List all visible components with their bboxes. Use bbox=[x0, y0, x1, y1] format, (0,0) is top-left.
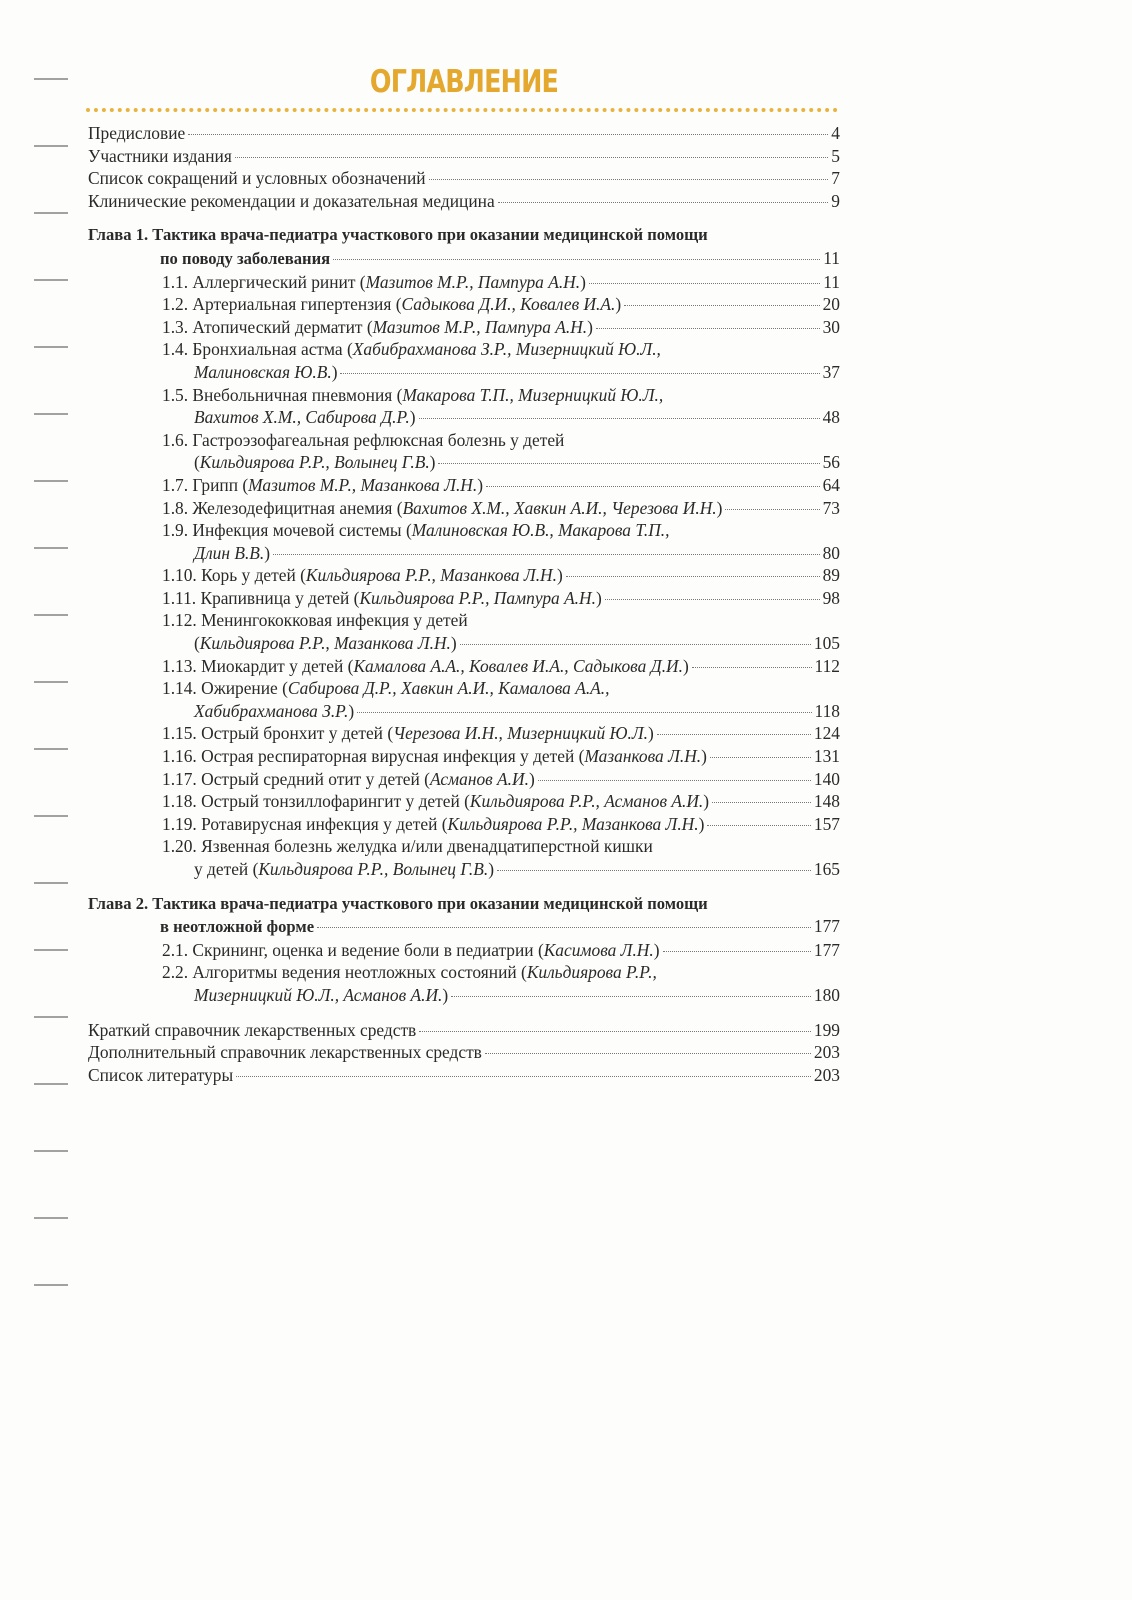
section-authors: Кильдиярова Р.Р., bbox=[526, 962, 657, 983]
page-number: 203 bbox=[813, 1064, 840, 1085]
section-authors: Хабибрахманова З.Р. bbox=[194, 700, 349, 721]
section-line-2 bbox=[162, 858, 840, 881]
chapter-heading-cont: в неотложной форме bbox=[160, 917, 315, 937]
page-number: 180 bbox=[813, 984, 840, 1005]
section-line-1 bbox=[162, 384, 840, 407]
entry-label: Участники издания bbox=[88, 145, 232, 166]
toc-entry[interactable] bbox=[88, 1064, 840, 1087]
section-row bbox=[162, 271, 840, 294]
section-row bbox=[162, 564, 840, 587]
section-authors: Кильдиярова Р.Р., Мазанкова Л.Н. bbox=[305, 565, 557, 586]
page-number: 11 bbox=[823, 271, 840, 292]
close-paren: ) bbox=[429, 452, 436, 473]
close-paren: ) bbox=[556, 565, 563, 586]
section-label bbox=[194, 361, 337, 384]
chapter-1[interactable] bbox=[88, 224, 840, 270]
section-line-1 bbox=[162, 338, 840, 361]
dot-leader bbox=[486, 486, 820, 487]
toc-entry[interactable] bbox=[88, 190, 840, 213]
section-title: 1.13. Миокардит у детей ( bbox=[162, 655, 354, 676]
close-paren: ) bbox=[716, 497, 723, 518]
toc-section[interactable] bbox=[88, 293, 840, 316]
section-title: 1.16. Острая респираторная вирусная инфекция у детей ( bbox=[162, 746, 585, 767]
section-row bbox=[162, 813, 840, 836]
section-title: 2.2. Алгоритмы ведения неотложных состояний ( bbox=[162, 962, 527, 983]
toc-section[interactable] bbox=[88, 429, 840, 474]
section-title: 1.14. Ожирение ( bbox=[162, 678, 288, 699]
section-authors: Хабибрахманова З.Р., Мизерницкий Ю.Л., bbox=[352, 339, 661, 360]
chapter-heading-cont: по поводу заболевания bbox=[160, 248, 331, 268]
page-number: 9 bbox=[831, 190, 840, 211]
section-authors: Сабирова Д.Р., Хавкин А.И., Камалова А.А., bbox=[287, 678, 610, 699]
entry-label: Дополнительный справочник лекарственных средств bbox=[88, 1042, 482, 1063]
section-title: 1.9. Инфекция мочевой системы ( bbox=[162, 520, 412, 541]
section-title: 1.20. Язвенная болезнь желудка и/или двенадцатиперстной кишки bbox=[162, 836, 653, 857]
section-label bbox=[194, 632, 457, 655]
dot-leader bbox=[236, 1076, 811, 1077]
dot-leader bbox=[589, 283, 820, 284]
close-paren: ) bbox=[477, 474, 483, 495]
page-number: 177 bbox=[813, 916, 840, 937]
dot-leader bbox=[657, 734, 811, 735]
dot-leader bbox=[498, 202, 829, 203]
binding-tick bbox=[34, 547, 68, 549]
page-number: 112 bbox=[814, 655, 840, 676]
section-authors: Длин В.В. bbox=[194, 542, 265, 563]
section-title: 1.2. Артериальная гипертензия ( bbox=[162, 294, 402, 315]
section-label bbox=[162, 655, 689, 678]
page-number: 80 bbox=[822, 542, 840, 563]
page-number: 37 bbox=[822, 361, 840, 382]
dot-leader bbox=[357, 712, 811, 713]
entry-label: Список сокращений и условных обозначений bbox=[88, 168, 426, 189]
section-authors: Кильдиярова Р.Р., Волынец Г.В. bbox=[258, 859, 489, 879]
section-authors: Кильдиярова Р.Р., Мазанкова Л.Н. bbox=[199, 633, 451, 654]
close-paren: ) bbox=[331, 361, 338, 382]
section-authors: Мазитов М.Р., Мазанкова Л.Н. bbox=[248, 474, 478, 495]
section-authors: Асманов А.И. bbox=[429, 768, 529, 789]
dot-leader bbox=[710, 757, 811, 758]
chapter-2-sections bbox=[88, 939, 840, 1007]
section-row bbox=[162, 316, 840, 339]
dot-leader bbox=[419, 1031, 811, 1032]
binding-tick bbox=[34, 1016, 68, 1018]
section-label bbox=[162, 587, 602, 610]
page-number: 199 bbox=[813, 1019, 840, 1040]
section-authors: Малиновская Ю.В., Макарова Т.П., bbox=[411, 520, 670, 541]
chapter-heading: Глава 2. Тактика врача-педиатра участкового при оказании медицинской помощи bbox=[88, 893, 708, 913]
section-label bbox=[162, 768, 535, 791]
dot-leader bbox=[333, 259, 820, 260]
dot-leader bbox=[419, 418, 820, 419]
binding-tick bbox=[34, 480, 68, 482]
section-line-2 bbox=[162, 700, 840, 723]
toc-section[interactable] bbox=[88, 609, 840, 654]
toc-section[interactable] bbox=[88, 497, 840, 520]
section-row bbox=[162, 497, 840, 520]
dot-leader bbox=[273, 554, 820, 555]
dot-leader bbox=[235, 157, 828, 158]
dot-leader bbox=[451, 996, 811, 997]
toc-section[interactable] bbox=[88, 316, 840, 339]
section-authors: Вахитов Х.М., Сабирова Д.Р. bbox=[194, 407, 410, 428]
section-title-cont: ( bbox=[194, 633, 200, 654]
toc-entry[interactable] bbox=[88, 1041, 840, 1064]
dot-leader bbox=[566, 576, 820, 577]
page-number: 64 bbox=[822, 474, 840, 495]
dot-leader bbox=[692, 667, 812, 668]
chapter-1-sections bbox=[88, 271, 840, 881]
title-divider bbox=[86, 108, 838, 112]
dot-leader bbox=[725, 509, 819, 510]
section-label bbox=[162, 790, 709, 813]
section-authors: Малиновская Ю.В. bbox=[194, 361, 332, 382]
section-row bbox=[162, 790, 840, 813]
toc-section[interactable] bbox=[88, 677, 840, 722]
close-paren: ) bbox=[580, 271, 586, 292]
binding-tick bbox=[34, 882, 68, 884]
binding-tick bbox=[34, 413, 68, 415]
binding-tick bbox=[34, 145, 68, 147]
section-label bbox=[162, 722, 654, 745]
section-authors: Садыкова Д.И., Ковалев И.А. bbox=[401, 294, 616, 315]
section-line-1 bbox=[162, 677, 840, 700]
dot-leader bbox=[460, 644, 811, 645]
close-paren: ) bbox=[698, 813, 705, 834]
dot-leader bbox=[707, 825, 811, 826]
section-line-2 bbox=[162, 451, 840, 474]
page-number: 20 bbox=[822, 294, 840, 315]
close-paren: ) bbox=[653, 939, 660, 960]
section-title: 1.3. Атопический дерматит ( bbox=[162, 316, 373, 337]
section-authors: Кильдиярова Р.Р., Волынец Г.В. bbox=[199, 452, 430, 473]
page-number: 48 bbox=[822, 407, 840, 428]
section-label bbox=[162, 564, 563, 587]
section-title: 1.4. Бронхиальная астма ( bbox=[162, 339, 353, 360]
close-paren: ) bbox=[528, 768, 535, 789]
dot-leader bbox=[497, 870, 811, 871]
section-label bbox=[194, 984, 448, 1007]
chapter-2[interactable] bbox=[88, 893, 840, 939]
toc-section[interactable] bbox=[88, 384, 840, 429]
page-number: 177 bbox=[813, 939, 840, 960]
section-line-1 bbox=[162, 609, 840, 632]
section-row bbox=[162, 745, 840, 768]
front-matter-list bbox=[88, 122, 840, 212]
section-label bbox=[194, 858, 494, 881]
close-paren: ) bbox=[409, 407, 416, 428]
section-title: 1.7. Грипп ( bbox=[162, 474, 249, 495]
toc-entry[interactable] bbox=[88, 122, 840, 145]
binding-tick bbox=[34, 1217, 68, 1219]
page-number: 11 bbox=[823, 247, 840, 268]
close-paren: ) bbox=[587, 316, 593, 337]
dot-leader bbox=[188, 134, 828, 135]
section-line-1 bbox=[162, 429, 840, 452]
section-title: 1.11. Крапивница у детей ( bbox=[162, 587, 360, 608]
page-title: ОГЛАВЛЕНИЕ bbox=[369, 64, 559, 100]
toc-section[interactable] bbox=[88, 338, 840, 383]
page-number: 105 bbox=[813, 633, 840, 654]
entry-label: Предисловие bbox=[88, 123, 186, 143]
section-row bbox=[162, 293, 840, 316]
dot-leader bbox=[340, 373, 819, 374]
toc-page bbox=[88, 62, 840, 1086]
dot-leader bbox=[624, 305, 819, 306]
section-line-2 bbox=[162, 632, 840, 655]
dot-leader bbox=[485, 1053, 811, 1054]
close-paren: ) bbox=[647, 723, 654, 744]
binding-tick bbox=[34, 949, 68, 951]
toc-section[interactable] bbox=[88, 474, 840, 497]
close-paren: ) bbox=[450, 633, 457, 654]
page-number: 56 bbox=[822, 452, 840, 473]
binding-tick bbox=[34, 681, 68, 683]
section-row bbox=[162, 655, 840, 678]
close-paren: ) bbox=[348, 700, 355, 721]
section-authors: Мазитов М.Р., Пампура А.Н. bbox=[365, 271, 581, 292]
dot-leader bbox=[605, 599, 820, 600]
section-title: 1.5. Внебольничная пневмония ( bbox=[162, 384, 403, 405]
section-authors: Мизерницкий Ю.Л., Асманов А.И. bbox=[194, 984, 443, 1005]
binding-tick bbox=[34, 1284, 68, 1286]
entry-label: Список литературы bbox=[88, 1064, 234, 1085]
close-paren: ) bbox=[701, 746, 707, 767]
section-authors: Черезова И.Н., Мизерницкий Ю.Л. bbox=[393, 723, 648, 744]
section-line-2 bbox=[162, 361, 840, 384]
toc-section[interactable] bbox=[88, 564, 840, 587]
section-title: 2.1. Скрининг, оценка и ведение боли в педиатрии ( bbox=[162, 939, 544, 960]
toc-entry[interactable] bbox=[88, 167, 840, 190]
section-title: 1.6. Гастроэзофагеальная рефлюксная болезнь у детей bbox=[162, 429, 565, 450]
binding-margin bbox=[0, 0, 80, 1600]
binding-tick bbox=[34, 614, 68, 616]
section-title: 1.15. Острый бронхит у детей ( bbox=[162, 723, 394, 744]
section-label bbox=[194, 700, 354, 723]
dot-leader bbox=[317, 927, 811, 928]
section-row bbox=[162, 587, 840, 610]
page-number: 73 bbox=[822, 497, 840, 518]
dot-leader bbox=[538, 780, 811, 781]
page-number: 5 bbox=[831, 145, 840, 166]
toc-section[interactable] bbox=[88, 519, 840, 564]
section-authors: Кильдиярова Р.Р., Асманов А.И. bbox=[469, 791, 704, 812]
section-title: 1.19. Ротавирусная инфекция у детей ( bbox=[162, 813, 448, 834]
section-title: 1.8. Железодефицитная анемия ( bbox=[162, 497, 403, 518]
section-label bbox=[194, 406, 416, 429]
section-line-1 bbox=[162, 835, 840, 858]
section-label bbox=[162, 271, 586, 294]
close-paren: ) bbox=[595, 587, 602, 608]
binding-tick bbox=[34, 748, 68, 750]
section-authors: Вахитов Х.М., Хавкин А.И., Черезова И.Н. bbox=[402, 497, 717, 518]
section-authors: Касимова Л.Н. bbox=[543, 939, 654, 960]
page-number: 118 bbox=[814, 700, 840, 721]
section-line-2 bbox=[162, 984, 840, 1007]
section-label bbox=[162, 497, 722, 520]
section-authors: Кильдиярова Р.Р., Мазанкова Л.Н. bbox=[447, 813, 699, 834]
section-authors: Макарова Т.П., Мизерницкий Ю.Л., bbox=[402, 384, 664, 405]
back-matter-list bbox=[88, 1019, 840, 1087]
toc-section[interactable] bbox=[88, 587, 840, 610]
close-paren: ) bbox=[615, 294, 622, 315]
page-number: 4 bbox=[831, 123, 840, 143]
section-label bbox=[162, 316, 593, 339]
section-label bbox=[194, 451, 435, 474]
close-paren: ) bbox=[703, 791, 710, 812]
toc-section[interactable] bbox=[88, 271, 840, 294]
binding-tick bbox=[34, 78, 68, 80]
toc-section[interactable] bbox=[88, 961, 840, 1006]
page-number: 148 bbox=[813, 791, 840, 812]
section-label bbox=[162, 813, 704, 836]
page-number: 140 bbox=[813, 768, 840, 789]
section-title: 1.10. Корь у детей ( bbox=[162, 565, 306, 586]
dot-leader bbox=[429, 179, 829, 180]
section-label bbox=[162, 474, 483, 497]
section-authors: Кильдиярова Р.Р., Пампура А.Н. bbox=[359, 587, 596, 608]
section-line-1 bbox=[162, 961, 840, 984]
toc-section[interactable] bbox=[88, 813, 840, 836]
toc-section[interactable] bbox=[88, 835, 840, 880]
dot-leader bbox=[712, 802, 811, 803]
binding-tick bbox=[34, 1150, 68, 1152]
binding-tick bbox=[34, 279, 68, 281]
section-row bbox=[162, 939, 840, 962]
section-label bbox=[162, 939, 660, 962]
toc-section[interactable] bbox=[88, 655, 840, 678]
close-paren: ) bbox=[442, 984, 449, 1005]
section-title: 1.18. Острый тонзиллофарингит у детей ( bbox=[162, 791, 470, 812]
binding-tick bbox=[34, 346, 68, 348]
page-number: 7 bbox=[831, 168, 840, 189]
close-paren: ) bbox=[682, 655, 689, 676]
close-paren: ) bbox=[264, 542, 271, 563]
section-authors: Камалова А.А., Ковалев И.А., Садыкова Д.И. bbox=[353, 655, 683, 676]
toc-entry[interactable] bbox=[88, 1019, 840, 1042]
section-authors: Мазитов М.Р., Пампура А.Н. bbox=[372, 316, 588, 337]
close-paren: ) bbox=[488, 859, 495, 879]
toc-section[interactable] bbox=[88, 768, 840, 791]
section-title-cont: ( bbox=[194, 452, 200, 473]
section-label bbox=[162, 293, 621, 316]
toc-section[interactable] bbox=[88, 722, 840, 745]
page-number: 157 bbox=[813, 813, 840, 834]
section-label bbox=[194, 542, 270, 565]
section-row bbox=[162, 768, 840, 791]
chapter-heading: Глава 1. Тактика врача-педиатра участкового при оказании медицинской помощи bbox=[88, 225, 708, 245]
section-label bbox=[162, 745, 707, 768]
binding-tick bbox=[34, 1083, 68, 1085]
section-row bbox=[162, 722, 840, 745]
entry-label: Краткий справочник лекарственных средств bbox=[88, 1019, 417, 1040]
section-line-2 bbox=[162, 406, 840, 429]
section-title: 1.1. Аллергический ринит ( bbox=[162, 271, 366, 292]
binding-tick bbox=[34, 212, 68, 214]
page-number: 98 bbox=[822, 587, 840, 608]
entry-label: Клинические рекомендации и доказательная медицина bbox=[88, 190, 495, 211]
toc-section[interactable] bbox=[88, 790, 840, 813]
page-number: 124 bbox=[813, 723, 840, 744]
page-number: 203 bbox=[813, 1042, 840, 1063]
section-title: 1.12. Менингококковая инфекция у детей bbox=[162, 610, 468, 631]
section-title-cont: у детей ( bbox=[194, 859, 259, 879]
section-authors: Мазанкова Л.Н. bbox=[584, 746, 702, 767]
section-row bbox=[162, 474, 840, 497]
section-line-2 bbox=[162, 542, 840, 565]
section-line-1 bbox=[162, 519, 840, 542]
binding-tick bbox=[34, 815, 68, 817]
toc-section[interactable] bbox=[88, 745, 840, 768]
dot-leader bbox=[663, 951, 811, 952]
page-number: 30 bbox=[822, 316, 840, 337]
page-number: 131 bbox=[813, 746, 840, 767]
page-number: 89 bbox=[822, 565, 840, 586]
page-number: 165 bbox=[813, 859, 840, 879]
dot-leader bbox=[438, 463, 819, 464]
toc-section[interactable] bbox=[88, 939, 840, 962]
toc-entry[interactable] bbox=[88, 145, 840, 168]
dot-leader bbox=[596, 328, 820, 329]
section-title: 1.17. Острый средний отит у детей ( bbox=[162, 768, 430, 789]
